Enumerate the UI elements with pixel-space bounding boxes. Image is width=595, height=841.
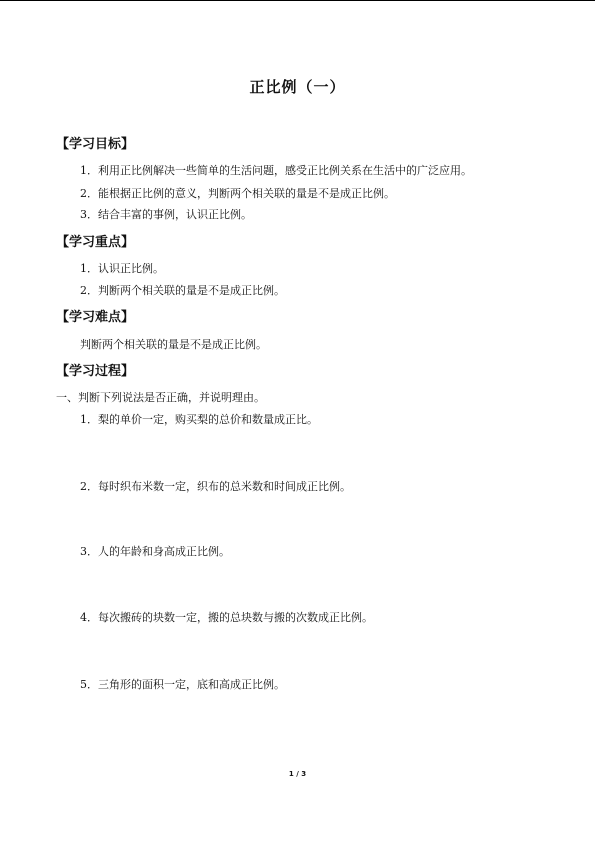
goal-item-3: 3．结合丰富的事例，认识正比例。 bbox=[80, 208, 252, 221]
page-number: 1 / 3 bbox=[288, 770, 307, 778]
goals-heading: 【学习目标】 bbox=[56, 137, 135, 152]
difficulties-heading: 【学习难点】 bbox=[56, 310, 135, 325]
key-point-item-2: 2．判断两个相关联的量是不是成正比例。 bbox=[80, 284, 285, 297]
key-point-item-1: 1．认识正比例。 bbox=[80, 262, 164, 275]
process-item-4: 4．每次搬砖的块数一定，搬的总块数与搬的次数成正比例。 bbox=[80, 611, 373, 624]
process-item-1: 1．梨的单价一定，购买梨的总价和数量成正比。 bbox=[80, 413, 318, 426]
process-heading: 【学习过程】 bbox=[56, 364, 135, 379]
page-title: 正比例（一） bbox=[249, 78, 346, 96]
difficulty-item-1: 判断两个相关联的量是不是成正比例。 bbox=[80, 338, 267, 351]
process-item-3: 3．人的年龄和身高成正比例。 bbox=[80, 545, 230, 558]
process-intro: 一、判断下列说法是否正确，并说明理由。 bbox=[56, 391, 265, 404]
goal-item-1: 1．利用正比例解决一些简单的生活问题，感受正比例关系在生活中的广泛应用。 bbox=[80, 164, 472, 177]
process-item-5: 5．三角形的面积一定，底和高成正比例。 bbox=[80, 678, 285, 691]
goal-item-2: 2．能根据正比例的意义，判断两个相关联的量是不是成正比例。 bbox=[80, 187, 395, 200]
process-item-2: 2．每时织布米数一定，织布的总米数和时间成正比例。 bbox=[80, 480, 351, 493]
key-points-heading: 【学习重点】 bbox=[56, 235, 135, 250]
top-border-line bbox=[0, 0, 595, 1]
